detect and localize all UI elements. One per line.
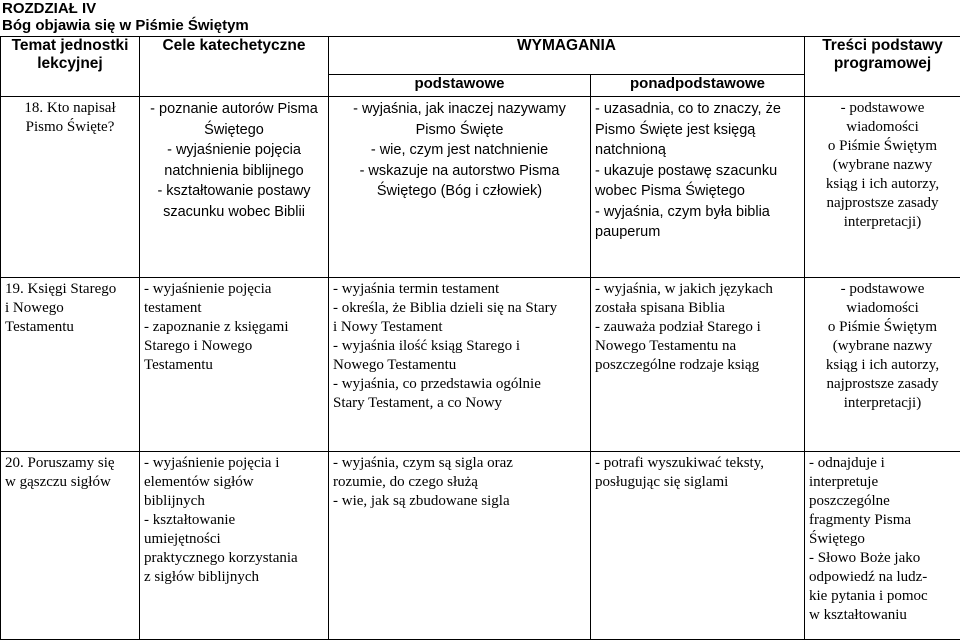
- cell-line: i Nowy Testament: [333, 318, 586, 337]
- cell-line: - wyjaśnia, czym są sigla oraz: [333, 454, 586, 473]
- cell-line: Pismo Święte: [333, 120, 586, 141]
- cell-line: pauperum: [595, 222, 800, 243]
- cell-line: - wyjaśnienie pojęcia: [144, 140, 324, 161]
- cell-line: kie pytania i pomoc: [809, 587, 956, 606]
- header-row: [1, 37, 960, 75]
- cell-line: testament: [144, 299, 324, 318]
- cell-line: Pismo Święte jest księgą: [595, 120, 800, 141]
- row-18-basic: [329, 97, 591, 278]
- cell-line: Świętego: [809, 530, 956, 549]
- cell-line: - podstawowe: [809, 99, 956, 118]
- cell-line: i Nowego: [5, 299, 135, 318]
- curriculum-table: [0, 36, 960, 640]
- chapter-heading: ROZDZIAŁ IV: [2, 0, 96, 17]
- cell-line: o Piśmie Świętym: [809, 318, 956, 337]
- cell-line: - wyjaśnia, czym była biblia: [595, 202, 800, 223]
- row-18-goals: [140, 97, 329, 278]
- cell-line: poszczególne: [809, 492, 956, 511]
- row-18-topic: [1, 97, 140, 278]
- cell-line: w gąszczu sigłów: [5, 473, 135, 492]
- cell-line: interpretacji): [809, 213, 956, 232]
- row-19-topic: [1, 278, 140, 452]
- subheader-goals-cont: [140, 75, 329, 97]
- subheader-core-cont: [805, 75, 960, 97]
- cell-line: - wyjaśnia, co przedstawia ogólnie: [333, 375, 586, 394]
- cell-line: - potrafi wyszukiwać teksty,: [595, 454, 800, 473]
- cell-line: - wyjaśnia termin testament: [333, 280, 586, 299]
- cell-line: została spisana Biblia: [595, 299, 800, 318]
- header-goals: Cele katechetyczne: [140, 37, 329, 75]
- row-18-advanced: [591, 97, 805, 278]
- table-row: [1, 278, 960, 452]
- cell-line: Pismo Święte?: [5, 118, 135, 137]
- cell-line: - kształtowanie postawy: [144, 181, 324, 202]
- cell-line: z sigłów biblijnych: [144, 568, 324, 587]
- header-requirements: WYMAGANIA: [329, 37, 805, 75]
- cell-line: szacunku wobec Biblii: [144, 202, 324, 223]
- row-20-goals: [140, 452, 329, 640]
- cell-line: 19. Księgi Starego: [5, 280, 135, 299]
- cell-line: wiadomości: [809, 118, 956, 137]
- row-20-topic: [1, 452, 140, 640]
- cell-line: interpretuje: [809, 473, 956, 492]
- cell-line: (wybrane nazwy: [809, 337, 956, 356]
- row-19-basic: [329, 278, 591, 452]
- row-19-goals: [140, 278, 329, 452]
- cell-line: posługując się siglami: [595, 473, 800, 492]
- cell-line: Testamentu: [5, 318, 135, 337]
- row-19-core: [805, 278, 960, 452]
- cell-line: - wyjaśnia ilość ksiąg Starego i: [333, 337, 586, 356]
- cell-line: - kształtowanie: [144, 511, 324, 530]
- cell-line: (wybrane nazwy: [809, 156, 956, 175]
- header-core: Treści podstawy programowej: [805, 37, 960, 75]
- cell-line: umiejętności: [144, 530, 324, 549]
- row-20-core: [805, 452, 960, 640]
- cell-line: - ukazuje postawę szacunku: [595, 161, 800, 182]
- cell-line: rozumie, do czego służą: [333, 473, 586, 492]
- row-20-basic: [329, 452, 591, 640]
- header-basic: podstawowe: [329, 75, 591, 97]
- cell-line: Nowego Testamentu na: [595, 337, 800, 356]
- cell-line: - wyjaśnia, w jakich językach: [595, 280, 800, 299]
- cell-line: - poznanie autorów Pisma: [144, 99, 324, 120]
- header-topic: Temat jednostki lekcyjnej: [1, 37, 140, 75]
- cell-line: - wskazuje na autorstwo Pisma: [333, 161, 586, 182]
- cell-line: praktycznego korzystania: [144, 549, 324, 568]
- header-advanced: ponadpodstawowe: [591, 75, 805, 97]
- cell-line: - wyjaśnienie pojęcia: [144, 280, 324, 299]
- row-19-advanced: [591, 278, 805, 452]
- cell-line: - odnajduje i: [809, 454, 956, 473]
- cell-line: elementów sigłów: [144, 473, 324, 492]
- cell-line: - podstawowe: [809, 280, 956, 299]
- cell-line: natchnioną: [595, 140, 800, 161]
- chapter-title: Bóg objawia się w Piśmie Świętym: [2, 17, 249, 34]
- subheader-row: [1, 75, 960, 97]
- cell-line: - określa, że Biblia dzieli się na Stary: [333, 299, 586, 318]
- subheader-topic-cont: [1, 75, 140, 97]
- table-row: [1, 452, 960, 640]
- row-20-advanced: [591, 452, 805, 640]
- cell-line: Nowego Testamentu: [333, 356, 586, 375]
- cell-line: 18. Kto napisał: [5, 99, 135, 118]
- cell-line: Stary Testament, a co Nowy: [333, 394, 586, 413]
- cell-line: - wyjaśnienie pojęcia i: [144, 454, 324, 473]
- cell-line: odpowiedź na ludz-: [809, 568, 956, 587]
- cell-line: Świętego: [144, 120, 324, 141]
- row-18-core: [805, 97, 960, 278]
- cell-line: 20. Poruszamy się: [5, 454, 135, 473]
- cell-line: - wyjaśnia, jak inaczej nazywamy: [333, 99, 586, 120]
- cell-line: - wie, jak są zbudowane sigla: [333, 492, 586, 511]
- cell-line: najprostsze zasady: [809, 375, 956, 394]
- cell-line: - wie, czym jest natchnienie: [333, 140, 586, 161]
- cell-line: - zapoznanie z księgami: [144, 318, 324, 337]
- cell-line: interpretacji): [809, 394, 956, 413]
- cell-line: ksiąg i ich autorzy,: [809, 175, 956, 194]
- cell-line: Testamentu: [144, 356, 324, 375]
- cell-line: w kształtowaniu: [809, 606, 956, 625]
- cell-line: poszczególne rodzaje ksiąg: [595, 356, 800, 375]
- cell-line: o Piśmie Świętym: [809, 137, 956, 156]
- cell-line: - Słowo Boże jako: [809, 549, 956, 568]
- cell-line: Starego i Nowego: [144, 337, 324, 356]
- cell-line: wiadomości: [809, 299, 956, 318]
- cell-line: biblijnych: [144, 492, 324, 511]
- cell-line: natchnienia biblijnego: [144, 161, 324, 182]
- table-row: [1, 97, 960, 278]
- cell-line: fragmenty Pisma: [809, 511, 956, 530]
- cell-line: najprostsze zasady: [809, 194, 956, 213]
- cell-line: Świętego (Bóg i człowiek): [333, 181, 586, 202]
- cell-line: wobec Pisma Świętego: [595, 181, 800, 202]
- cell-line: - uzasadnia, co to znaczy, że: [595, 99, 800, 120]
- cell-line: - zauważa podział Starego i: [595, 318, 800, 337]
- cell-line: ksiąg i ich autorzy,: [809, 356, 956, 375]
